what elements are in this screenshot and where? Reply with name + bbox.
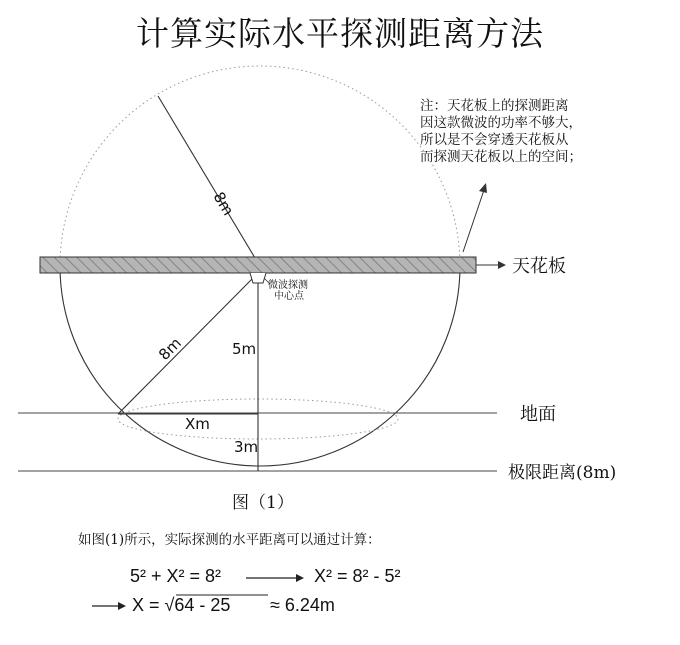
label-ceiling: 天花板 — [512, 256, 566, 277]
page-title: 计算实际水平探测距离方法 — [136, 14, 544, 53]
ceiling-bar — [40, 257, 476, 273]
label-height: 5m — [232, 340, 257, 358]
description-text: 如图(1)所示，实际探测的水平距离可以通过计算： — [78, 532, 381, 548]
label-below-ground: 3m — [234, 438, 259, 456]
label-radius-lower: 8m — [155, 334, 185, 364]
equation-2-left: X = √64 - 25 — [132, 595, 231, 615]
label-limit: 极限距离(8m) — [508, 463, 617, 483]
upper-radius-line — [158, 96, 258, 263]
equation-1-left: 5² + X² = 8² — [130, 566, 222, 586]
lower-range-arc — [60, 266, 460, 466]
label-center-1: 微波探测 — [268, 280, 308, 291]
upper-range-arc — [60, 66, 460, 266]
equation-2-right: ≈ 6.24m — [270, 595, 335, 615]
figure-caption: 图（1） — [232, 493, 294, 513]
label-radius-upper: 8m — [209, 188, 238, 219]
equation-1-right: X² = 8² - 5² — [314, 566, 401, 586]
label-center-2: 中心点 — [274, 291, 304, 302]
ceiling-note: 注：天花板上的探测距离 因这款微波的功率不够大， 所以是不会穿透天花板从 而探测天花板以上的空间； — [420, 98, 582, 165]
label-ground: 地面 — [520, 404, 556, 425]
note-arrow — [463, 190, 484, 252]
label-x: Xm — [185, 415, 210, 433]
sensor-icon — [250, 273, 266, 283]
